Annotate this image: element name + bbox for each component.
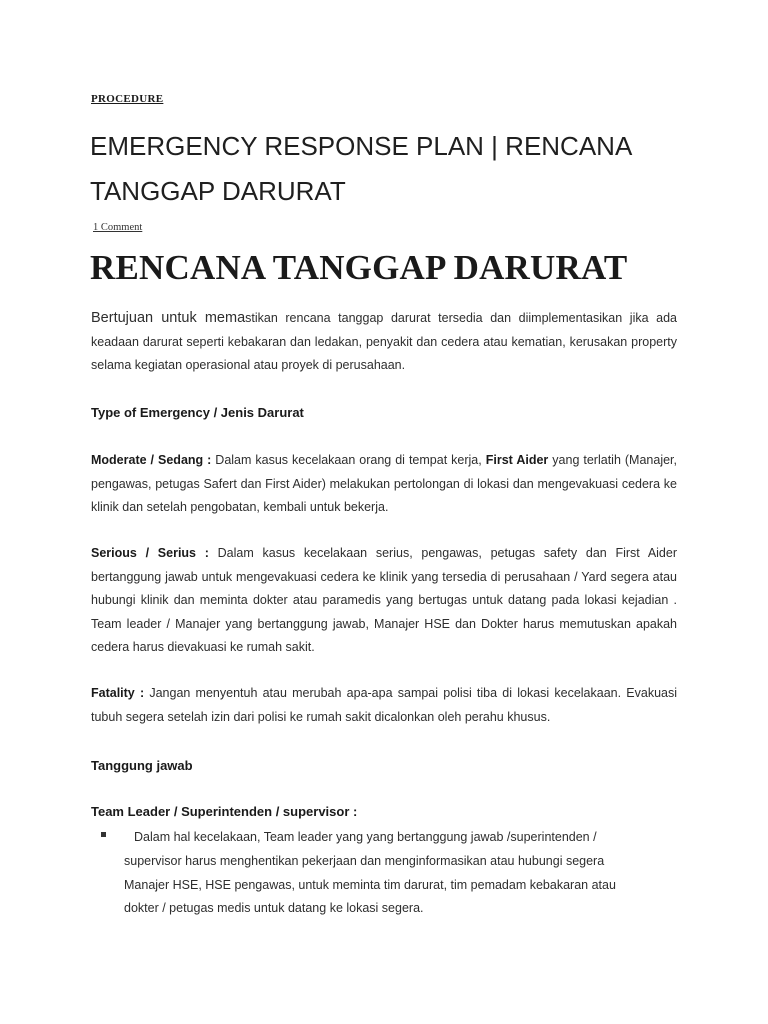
moderate-paragraph xyxy=(91,449,677,520)
post-title: EMERGENCY RESPONSE PLAN | RENCANA TANGGAP DARURAT xyxy=(90,131,631,206)
moderate-text-continued: yang terlatih (Manajer, pengawas, petugas Safert dan First Aider) melakukan pertolongan di lokasi dan mengevakuasi cedera ke klinik dan setelah pengobatan, kembali untuk bekerja. xyxy=(91,453,677,514)
square-bullet-icon xyxy=(101,832,106,837)
emergency-type-heading: Type of Emergency / Jenis Darurat xyxy=(91,405,304,420)
fatality-text: Jangan menyentuh atau merubah apa-apa sampai polisi tiba di lokasi kecelakaan. Evakuasi tubuh segera setelah izin dari polisi ke rumah sakit dicalonkan oleh perahu khusus. xyxy=(91,686,678,724)
team-leader-heading: Team Leader / Superintenden / supervisor : xyxy=(91,804,358,819)
list-item-text: Dalam hal kecelakaan, Team leader yang yang bertanggung jawab /superintenden / supervisor harus menghentikan pekerjaan dan menginformasikan atau hubungi segera Manajer HSE, HSE pengawas, untuk meminta tim darurat, tim pemadam kebakaran atau dokter / petugas medis untuk datang ke lokasi segera. xyxy=(124,830,616,916)
serious-label: Serious / Serius : xyxy=(91,546,209,560)
category-link[interactable]: PROCEDURE xyxy=(91,93,164,105)
list-item xyxy=(91,826,651,921)
comments-link[interactable]: 1 Comment xyxy=(93,222,143,233)
serious-paragraph xyxy=(91,542,677,660)
moderate-label: Moderate / Sedang : xyxy=(91,453,212,467)
moderate-text: Dalam kasus kecelakaan orang di tempat kerja, xyxy=(211,453,486,467)
responsibility-heading: Tanggung jawab xyxy=(91,758,193,773)
first-aider-term: First Aider xyxy=(485,453,549,467)
article-heading: RENCANA TANGGAP DARURAT xyxy=(90,248,628,287)
intro-paragraph xyxy=(91,307,677,378)
fatality-label: Fatality : xyxy=(91,686,145,700)
intro-text: stikan rencana tanggap darurat tersedia dan diimplementasikan jika ada keadaan darurat seperti kebakaran dan ledakan, penyakit dan cedera atau kematian, kerusakan property selama kegiatan operasional atau proyek di perusahaan. xyxy=(91,311,677,372)
intro-lead-text: Bertujuan untuk mema xyxy=(91,310,246,326)
serious-text: Dalam kasus kecelakaan serius, pengawas, petugas safety dan First Aider bertanggung jawab untuk mengevakuasi cedera ke klinik yang tersedia di perusahaan / Yard segera atau hubungi klinik dan meminta dokter atau paramedis yang bertugas untuk datang pada lokasi kejadian . Team leader / Manajer yang bertanggung jawab, Manajer HSE dan Dokter harus memutuskan apakah cedera harus dievakuasi ke rumah sakit. xyxy=(91,546,677,654)
fatality-paragraph xyxy=(91,682,677,729)
